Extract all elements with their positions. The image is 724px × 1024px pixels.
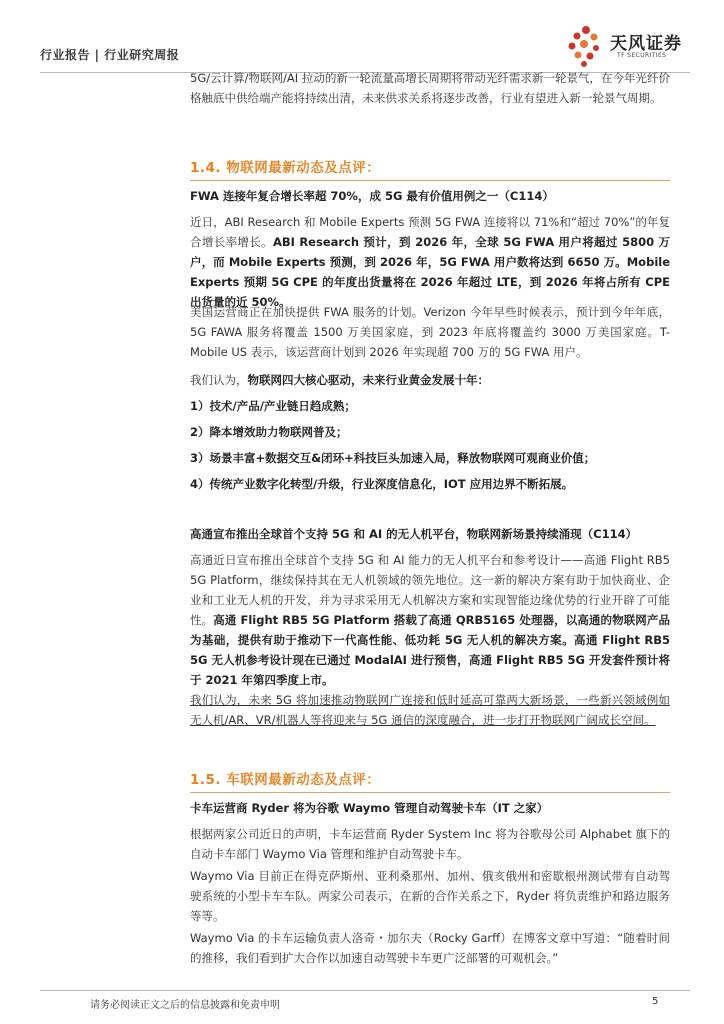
driver-item-2: 2）降本增效助力物联网普及； [190, 425, 348, 439]
section-title-iov: 1.5. 车联网最新动态及点评： [190, 768, 670, 793]
drone-paragraph: 高通近日宣布推出全球首个支持 5G 和 AI 能力的无人机平台和参考设计——高通 Flight RB5 5G Platform，继续保持其在无人机领域的领先地位。这一新的解决方案有助于加快商业、企业和工业无人机的开发，并为寻求采用无人机解决方案和实现智能边缘优势的行业开辟了可能性。高通 Flight RB5 5G Platform 搭载了高通 QRB5165 处理器，以高通的物联网产品为基础，提供有助于推动下一代高性能、低功耗 5G 无人机的解决方案。高通 Flight RB5 5G 无人机参考设计现在已通过 ModalAI 进行预售，高通 Flight RB5 5G 开发套件预计将于 2021 年第四季度上市。 [190, 553, 671, 687]
news-title-drone: 高通宣布推出全球首个支持 5G 和 AI 的无人机平台，物联网新场景持续涌现（C114） [190, 527, 638, 541]
drone-view: 我们认为，未来 5G 将加速推动物联网广连接和低时延高可靠两大新场景，一些新兴领域例如无人机/AR、VR/机器人等将迎来与 5G 通信的深度融合，进一步打开物联网广阔成长空间。 [190, 693, 670, 727]
waymo-paragraph-2: Waymo Via 目前正在得克萨斯州、亚利桑那州、加州、俄亥俄州和密歇根州测试带有自动驾驶系统的小型卡车车队。两家公司表示，在新的合作关系之下，Ryder 将负责维护和路边服务等等。 [190, 869, 670, 923]
footer-divider [40, 990, 690, 991]
waymo-paragraph-1: 根据两家公司近日的声明，卡车运营商 Ryder System Inc 将为谷歌母公司 Alphabet 旗下的自动卡车部门 Waymo Via 管理和维护自动驾驶卡车。 [190, 827, 670, 861]
iot-view: 我们认为，物联网四大核心驱动，未来行业黄金发展十年： [190, 373, 489, 387]
logo-text: 天风证券 [610, 34, 682, 54]
driver-item-1: 1）技术/产品/产业链日趋成熟； [190, 399, 356, 413]
section-title-iot: 1.4. 物联网最新动态及点评： [190, 156, 670, 181]
footer-disclaimer: 请务必阅读正文之后的信息披露和免责申明 [90, 1000, 280, 1011]
driver-item-4: 4）传统产业数字化转型/升级，行业深度信息化，IOT 应用边界不断拓展。 [190, 477, 574, 491]
news-title-fwa: FWA 连接年复合增长率超 70%，成 5G 最有价值用例之一（C114） [190, 189, 554, 203]
fwa-paragraph: 近日，ABI Research 和 Mobile Experts 预测 5G FWA 连接将以 71%和“超过 70%”的年复合增长率增长。ABI Research 预计，到 2026 年，全球 5G FWA 用户将超过 5800 万户，而 Mobile Experts 预测，到 2026 年，5G FWA 用户数将达到 6650 万。Mobile Experts 预期 5G CPE 的年度出货量将在 2026 年超过 LTE，到 2026 年将占所有 CPE 出货量的近 50%。 [190, 215, 670, 309]
waymo-paragraph-3: Waymo Via 的卡车运输负责人洛奇・加尔夫（Rocky Garff）在博客文章中写道：“随着时间的推移，我们看到扩大合作以加速自动驾驶卡车更广泛部署的可观机会。” [190, 931, 670, 965]
driver-item-3: 3）场景丰富+数据交互&闭环+科技巨头加速入局，释放物联网可观商业价值； [190, 451, 596, 465]
us-operator-paragraph: 美国运营商正在加快提供 FWA 服务的计划。Verizon 今年早些时候表示，预计到今年年底，5G FAWA 服务将覆盖 1500 万美国家庭，到 2023 年底将覆盖约 3000 万美国家庭。T-Mobile US 表示，该运营商计划到 2026 年实现超 700 万的 5G FWA 用户。 [190, 305, 670, 359]
logo-text-en: TF SECURITIES [617, 52, 667, 59]
intro-paragraph: 5G/云计算/物联网/AI 拉动的新一轮流量高增长周期将带动光纤需求新一轮景气，在今年光纤价格触底中供给端产能将持续出清，未来供求关系将逐步改善，行业有望进入新一轮景气周期。 [190, 71, 670, 105]
company-logo [560, 24, 700, 68]
logo-mark-icon [560, 24, 608, 68]
news-title-waymo: 卡车运营商 Ryder 将为谷歌 Waymo 管理自动驾驶卡车（IT 之家） [190, 801, 549, 815]
report-type: 行业报告 | 行业研究周报 [40, 48, 180, 62]
page-number: 5 [652, 996, 659, 1007]
